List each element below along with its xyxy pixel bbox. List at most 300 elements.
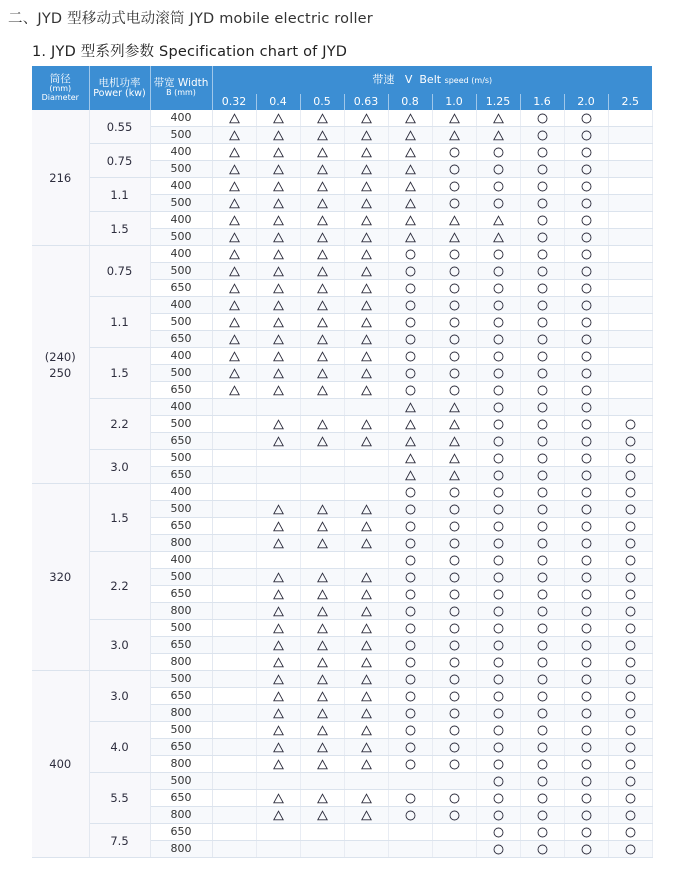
- triangle-icon: [317, 436, 328, 447]
- circle-icon: [449, 283, 460, 294]
- circle-icon: [537, 470, 548, 481]
- width-cell: 650: [150, 637, 212, 654]
- triangle-icon: [317, 198, 328, 209]
- circle-icon: [449, 572, 460, 583]
- speed-mark-cell: [300, 399, 344, 416]
- speed-mark-cell: [212, 297, 256, 314]
- speed-mark-cell: [520, 501, 564, 518]
- speed-mark-cell: [476, 671, 520, 688]
- triangle-icon: [361, 334, 372, 345]
- speed-mark-cell: [344, 314, 388, 331]
- circle-icon: [449, 810, 460, 821]
- triangle-icon: [273, 215, 284, 226]
- speed-mark-cell: [432, 671, 476, 688]
- width-cell: 650: [150, 739, 212, 756]
- speed-mark-cell: [608, 246, 652, 263]
- width-cell: 500: [150, 722, 212, 739]
- speed-mark-cell: [520, 671, 564, 688]
- width-cell: 400: [150, 348, 212, 365]
- triangle-icon: [273, 810, 284, 821]
- circle-icon: [493, 147, 504, 158]
- speed-mark-cell: [608, 620, 652, 637]
- table-row: [32, 212, 652, 229]
- circle-icon: [449, 538, 460, 549]
- circle-icon: [493, 470, 504, 481]
- circle-icon: [537, 674, 548, 685]
- speed-mark-cell: [212, 688, 256, 705]
- triangle-icon: [317, 572, 328, 583]
- triangle-icon: [361, 351, 372, 362]
- triangle-icon: [361, 147, 372, 158]
- speed-mark-cell: [256, 416, 300, 433]
- speed-mark-cell: [212, 722, 256, 739]
- speed-mark-cell: [256, 535, 300, 552]
- speed-mark-cell: [476, 348, 520, 365]
- circle-icon: [493, 198, 504, 209]
- circle-icon: [493, 436, 504, 447]
- circle-icon: [537, 657, 548, 668]
- circle-icon: [625, 589, 636, 600]
- speed-mark-cell: [520, 433, 564, 450]
- speed-mark-cell: [432, 246, 476, 263]
- circle-icon: [493, 589, 504, 600]
- triangle-icon: [361, 810, 372, 821]
- speed-mark-cell: [256, 178, 300, 195]
- speed-mark-cell: [432, 756, 476, 773]
- speed-mark-cell: [256, 603, 300, 620]
- speed-mark-cell: [256, 382, 300, 399]
- speed-mark-cell: [300, 773, 344, 790]
- power-cell: 0.55: [89, 110, 150, 144]
- triangle-icon: [273, 385, 284, 396]
- table-row: [32, 399, 652, 416]
- speed-mark-cell: [608, 790, 652, 807]
- speed-mark-cell: [520, 416, 564, 433]
- table-row: [32, 552, 652, 569]
- speed-mark-cell: [256, 450, 300, 467]
- speed-mark-cell: [476, 246, 520, 263]
- circle-icon: [581, 538, 592, 549]
- triangle-icon: [273, 793, 284, 804]
- speed-mark-cell: [608, 348, 652, 365]
- circle-icon: [537, 419, 548, 430]
- speed-mark-cell: [564, 620, 608, 637]
- speed-mark-cell: [608, 654, 652, 671]
- triangle-icon: [493, 113, 504, 124]
- speed-mark-cell: [432, 212, 476, 229]
- circle-icon: [493, 844, 504, 855]
- circle-icon: [625, 538, 636, 549]
- speed-mark-cell: [300, 110, 344, 127]
- diameter-cell: [32, 110, 89, 246]
- width-cell: 650: [150, 586, 212, 603]
- speed-mark-cell: [212, 246, 256, 263]
- speed-mark-cell: [256, 484, 300, 501]
- circle-icon: [449, 351, 460, 362]
- speed-mark-cell: [476, 552, 520, 569]
- speed-mark-cell: [212, 535, 256, 552]
- width-cell: 500: [150, 620, 212, 637]
- speed-mark-cell: [520, 654, 564, 671]
- triangle-icon: [405, 130, 416, 141]
- speed-mark-cell: [432, 399, 476, 416]
- speed-mark-cell: [256, 365, 300, 382]
- speed-mark-cell: [344, 501, 388, 518]
- triangle-icon: [361, 249, 372, 260]
- speed-mark-cell: [388, 280, 432, 297]
- speed-mark-cell: [212, 127, 256, 144]
- speed-mark-cell: [344, 467, 388, 484]
- circle-icon: [449, 623, 460, 634]
- triangle-icon: [317, 232, 328, 243]
- width-cell: 800: [150, 603, 212, 620]
- circle-icon: [449, 555, 460, 566]
- speed-mark-cell: [300, 484, 344, 501]
- speed-mark-cell: [300, 348, 344, 365]
- speed-mark-cell: [256, 280, 300, 297]
- speed-mark-cell: [432, 501, 476, 518]
- speed-mark-cell: [300, 314, 344, 331]
- width-cell: 800: [150, 756, 212, 773]
- circle-icon: [581, 589, 592, 600]
- diameter-header-cn: 筒径: [49, 73, 71, 86]
- speed-mark-cell: [608, 756, 652, 773]
- circle-icon: [537, 521, 548, 532]
- speed-mark-cell: [476, 722, 520, 739]
- speed-mark-cell: [344, 722, 388, 739]
- speed-mark-cell: [344, 331, 388, 348]
- speed-mark-cell: [212, 314, 256, 331]
- triangle-icon: [229, 181, 240, 192]
- circle-icon: [537, 266, 548, 277]
- circle-icon: [493, 164, 504, 175]
- circle-icon: [625, 572, 636, 583]
- speed-mark-cell: [300, 807, 344, 824]
- diameter-cell: [32, 246, 89, 484]
- circle-icon: [537, 147, 548, 158]
- circle-icon: [405, 674, 416, 685]
- speed-mark-cell: [432, 127, 476, 144]
- speed-mark-cell: [432, 688, 476, 705]
- triangle-icon: [273, 725, 284, 736]
- circle-icon: [405, 266, 416, 277]
- speed-mark-cell: [344, 195, 388, 212]
- triangle-icon: [361, 606, 372, 617]
- speed-mark-cell: [212, 637, 256, 654]
- speed-mark-cell: [520, 263, 564, 280]
- triangle-icon: [229, 266, 240, 277]
- triangle-icon: [317, 249, 328, 260]
- triangle-icon: [405, 470, 416, 481]
- speed-mark-cell: [300, 586, 344, 603]
- speed-mark-cell: [564, 705, 608, 722]
- triangle-icon: [361, 793, 372, 804]
- diameter-value: (240): [44, 349, 76, 364]
- speed-mark-cell: [432, 654, 476, 671]
- speed-mark-cell: [256, 756, 300, 773]
- triangle-icon: [317, 708, 328, 719]
- speed-mark-cell: [388, 722, 432, 739]
- speed-mark-cell: [476, 280, 520, 297]
- width-cell: 650: [150, 382, 212, 399]
- triangle-icon: [405, 147, 416, 158]
- circle-icon: [449, 368, 460, 379]
- speed-mark-cell: [344, 416, 388, 433]
- circle-icon: [449, 385, 460, 396]
- speed-mark-cell: [256, 399, 300, 416]
- circle-icon: [581, 487, 592, 498]
- circle-icon: [581, 317, 592, 328]
- circle-icon: [493, 181, 504, 192]
- circle-icon: [581, 113, 592, 124]
- triangle-icon: [273, 368, 284, 379]
- speed-mark-cell: [520, 722, 564, 739]
- speed-mark-cell: [432, 535, 476, 552]
- speed-mark-cell: [256, 229, 300, 246]
- speed-mark-cell: [344, 297, 388, 314]
- circle-icon: [625, 793, 636, 804]
- speed-mark-cell: [608, 807, 652, 824]
- circle-icon: [449, 657, 460, 668]
- diameter-value: 400: [49, 757, 72, 771]
- circle-icon: [537, 640, 548, 651]
- speed-mark-cell: [388, 824, 432, 841]
- triangle-icon: [361, 266, 372, 277]
- circle-icon: [493, 708, 504, 719]
- speed-mark-cell: [212, 501, 256, 518]
- speed-mark-cell: [256, 705, 300, 722]
- speed-mark-cell: [344, 671, 388, 688]
- circle-icon: [405, 334, 416, 345]
- speed-mark-cell: [256, 569, 300, 586]
- circle-icon: [493, 742, 504, 753]
- triangle-icon: [229, 215, 240, 226]
- circle-icon: [493, 368, 504, 379]
- table-row: [32, 178, 652, 195]
- circle-icon: [625, 504, 636, 515]
- speed-mark-cell: [520, 127, 564, 144]
- circle-icon: [625, 844, 636, 855]
- triangle-icon: [273, 572, 284, 583]
- circle-icon: [537, 232, 548, 243]
- speed-mark-cell: [520, 637, 564, 654]
- speed-mark-cell: [344, 433, 388, 450]
- speed-mark-cell: [476, 144, 520, 161]
- speed-mark-cell: [564, 297, 608, 314]
- circle-icon: [537, 181, 548, 192]
- width-header: [150, 66, 212, 110]
- circle-icon: [449, 300, 460, 311]
- triangle-icon: [361, 181, 372, 192]
- subsection-heading: 1. JYD 型系列参数 Specification chart of JYD: [32, 44, 348, 60]
- speed-mark-cell: [300, 246, 344, 263]
- triangle-icon: [317, 725, 328, 736]
- speed-mark-cell: [564, 416, 608, 433]
- circle-icon: [493, 317, 504, 328]
- speed-mark-cell: [476, 705, 520, 722]
- circle-icon: [581, 419, 592, 430]
- width-cell: 800: [150, 705, 212, 722]
- speed-mark-cell: [608, 110, 652, 127]
- circle-icon: [493, 776, 504, 787]
- triangle-icon: [405, 113, 416, 124]
- speed-mark-cell: [520, 790, 564, 807]
- speed-mark-cell: [520, 195, 564, 212]
- speed-mark-cell: [256, 195, 300, 212]
- speed-mark-cell: [256, 127, 300, 144]
- speed-mark-cell: [608, 161, 652, 178]
- circle-icon: [537, 759, 548, 770]
- circle-icon: [537, 487, 548, 498]
- speed-mark-cell: [520, 246, 564, 263]
- triangle-icon: [273, 708, 284, 719]
- diameter-value: 216: [49, 170, 72, 185]
- speed-mark-cell: [388, 756, 432, 773]
- triangle-icon: [317, 810, 328, 821]
- width-cell: 400: [150, 484, 212, 501]
- speed-mark-cell: [388, 773, 432, 790]
- triangle-icon: [361, 759, 372, 770]
- circle-icon: [581, 198, 592, 209]
- speed-mark-cell: [212, 705, 256, 722]
- speed-mark-cell: [564, 688, 608, 705]
- width-cell: 400: [150, 246, 212, 263]
- speed-mark-cell: [388, 399, 432, 416]
- circle-icon: [625, 759, 636, 770]
- speed-mark-cell: [256, 790, 300, 807]
- speed-mark-cell: [256, 518, 300, 535]
- speed-mark-cell: [564, 756, 608, 773]
- speed-mark-cell: [344, 535, 388, 552]
- width-cell: 500: [150, 195, 212, 212]
- speed-mark-cell: [212, 773, 256, 790]
- circle-icon: [405, 317, 416, 328]
- speed-mark-cell: [608, 824, 652, 841]
- triangle-icon: [229, 368, 240, 379]
- speed-mark-cell: [388, 484, 432, 501]
- table-row: [32, 144, 652, 161]
- triangle-icon: [229, 317, 240, 328]
- speed-mark-cell: [388, 586, 432, 603]
- speed-mark-cell: [212, 110, 256, 127]
- speed-mark-cell: [476, 535, 520, 552]
- circle-icon: [405, 640, 416, 651]
- triangle-icon: [317, 538, 328, 549]
- speed-mark-cell: [388, 212, 432, 229]
- speed-mark-cell: [256, 739, 300, 756]
- speed-header-cell: 0.4: [256, 94, 300, 110]
- circle-icon: [449, 249, 460, 260]
- triangle-icon: [317, 589, 328, 600]
- speed-mark-cell: [520, 807, 564, 824]
- speed-mark-cell: [608, 297, 652, 314]
- speed-mark-cell: [476, 790, 520, 807]
- speed-mark-cell: [564, 433, 608, 450]
- circle-icon: [493, 538, 504, 549]
- circle-icon: [537, 504, 548, 515]
- triangle-icon: [361, 623, 372, 634]
- speed-mark-cell: [432, 773, 476, 790]
- speed-mark-cell: [388, 450, 432, 467]
- circle-icon: [449, 589, 460, 600]
- speed-mark-cell: [432, 603, 476, 620]
- circle-icon: [581, 215, 592, 226]
- circle-icon: [625, 725, 636, 736]
- speed-mark-cell: [212, 807, 256, 824]
- circle-icon: [537, 691, 548, 702]
- circle-icon: [581, 521, 592, 532]
- speed-mark-cell: [212, 195, 256, 212]
- power-cell: 1.5: [89, 348, 150, 399]
- speed-mark-cell: [344, 841, 388, 858]
- circle-icon: [405, 725, 416, 736]
- speed-mark-cell: [608, 773, 652, 790]
- circle-icon: [625, 521, 636, 532]
- triangle-icon: [361, 215, 372, 226]
- circle-icon: [405, 793, 416, 804]
- speed-mark-cell: [344, 263, 388, 280]
- circle-icon: [581, 606, 592, 617]
- speed-mark-cell: [564, 450, 608, 467]
- triangle-icon: [361, 640, 372, 651]
- triangle-icon: [317, 623, 328, 634]
- speed-mark-cell: [608, 365, 652, 382]
- speed-mark-cell: [432, 297, 476, 314]
- triangle-icon: [449, 113, 460, 124]
- circle-icon: [449, 759, 460, 770]
- speed-mark-cell: [476, 637, 520, 654]
- triangle-icon: [361, 725, 372, 736]
- circle-icon: [493, 657, 504, 668]
- triangle-icon: [273, 657, 284, 668]
- speed-mark-cell: [388, 297, 432, 314]
- triangle-icon: [273, 674, 284, 685]
- triangle-icon: [449, 130, 460, 141]
- circle-icon: [493, 674, 504, 685]
- speed-mark-cell: [212, 484, 256, 501]
- power-cell: 0.75: [89, 246, 150, 297]
- triangle-icon: [273, 266, 284, 277]
- width-cell: 800: [150, 535, 212, 552]
- triangle-icon: [405, 215, 416, 226]
- speed-mark-cell: [564, 671, 608, 688]
- speed-mark-cell: [300, 161, 344, 178]
- speed-mark-cell: [520, 178, 564, 195]
- triangle-icon: [361, 538, 372, 549]
- speed-mark-cell: [256, 688, 300, 705]
- circle-icon: [581, 725, 592, 736]
- triangle-icon: [405, 181, 416, 192]
- width-cell: 500: [150, 365, 212, 382]
- speed-mark-cell: [300, 790, 344, 807]
- speed-mark-cell: [344, 229, 388, 246]
- specification-table: [32, 66, 653, 858]
- speed-mark-cell: [388, 246, 432, 263]
- speed-mark-cell: [432, 484, 476, 501]
- circle-icon: [405, 708, 416, 719]
- speed-mark-cell: [300, 841, 344, 858]
- speed-mark-cell: [344, 654, 388, 671]
- speed-mark-cell: [344, 552, 388, 569]
- triangle-icon: [229, 300, 240, 311]
- speed-mark-cell: [564, 807, 608, 824]
- speed-mark-cell: [564, 212, 608, 229]
- speed-mark-cell: [212, 365, 256, 382]
- speed-mark-cell: [300, 569, 344, 586]
- speed-mark-cell: [344, 212, 388, 229]
- speed-mark-cell: [564, 348, 608, 365]
- circle-icon: [493, 351, 504, 362]
